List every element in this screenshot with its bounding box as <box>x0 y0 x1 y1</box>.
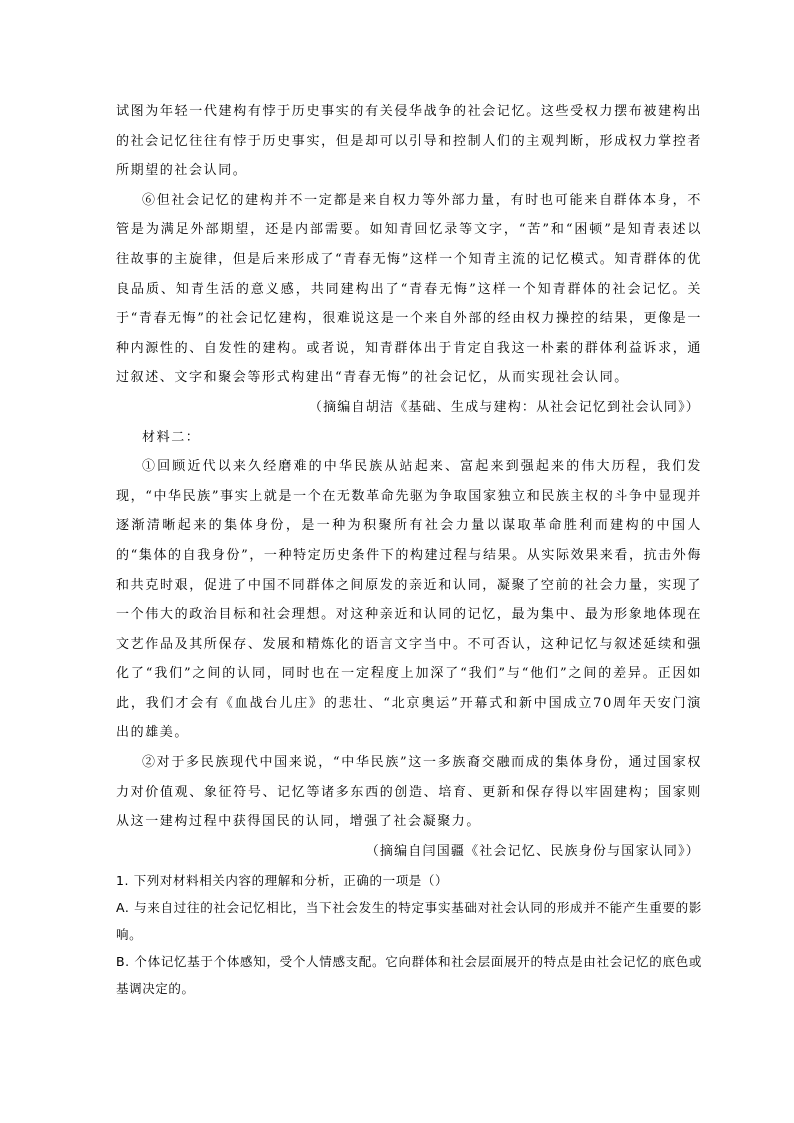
material2-citation: （摘编自闫国疆《社会记忆、民族身份与国家认同》） <box>365 843 700 859</box>
material2-paragraph-2: ②对于多民族现代中国来说，“中华民族”这一多族裔交融而成的集体身份，通过国家权力对价值观、象征符号、记忆等诸多东西的创造、培育、更新和保存得以牢固建构；国家则从这一建构过程中获得国民的认同，增强了社会凝聚力。 <box>116 755 702 830</box>
question-1 <box>116 867 702 1002</box>
material1-paragraph-6: ⑥但社会记忆的建构并不一定都是来自权力等外部力量，有时也可能来自群体本身，不管是为满足外部期望，还是内部需要。如知青回忆录等文字，“苦”和“困顿”是知青表述以往故事的主旋律，但是后来形成了“青春无悔”这样一个知青主流的记忆模式。知青群体的优良品质、知青生活的意义感，共同建构出了“青春无悔”这样一个知青群体的社会记忆。关于“青春无悔”的社会记忆建构，很难说这是一个来自外部的经由权力操控的结果，更像是一种内源性的、自发性的建构。或者说，知青群体出于肯定自我这一朴素的群体利益诉求，通过叙述、文字和聚会等形式构建出“青春无悔”的社会记忆，从而实现社会认同。 <box>116 192 702 386</box>
material2-paragraph-1: ①回顾近代以来久经磨难的中华民族从站起来、富起来到强起来的伟大历程，我们发现，“中华民族”事实上就是一个在无数革命先驱为争取国家独立和民族主权的斗争中显现并逐渐清晰起来的集体身份，是一种为积聚所有社会力量以谋取革命胜利而建构的中国人的“集体的自我身份”，一种特定历史条件下的构建过程与结果。从实际效果来看，抗击外侮和共克时艰，促进了中国不同群体之间原发的亲近和认同，凝聚了空前的社会力量，实现了一个伟大的政治目标和社会理想。对这种亲近和认同的记忆，最为集中、最为形象地体现在文艺作品及其所保存、发展和精炼化的语言文字当中。不可否认，这种记忆与叙述延续和强化了“我们”之间的认同，同时也在一定程度上加深了“我们”与“他们”之间的差异。正因如此，我们才会有《血战台儿庄》的悲壮、“北京奥运”开幕式和新中国成立70周年天安门演出的雄美。 <box>116 459 702 741</box>
material1-continuation: 试图为年轻一代建构有悖于历史事实的有关侵华战争的社会记忆。这些受权力摆布被建构出的社会记忆往往有悖于历史事实，但是却可以引导和控制人们的主观判断，形成权力掌控者所期望的社会认同。 <box>116 104 702 179</box>
question-1-option-a: A. 与来自过往的社会记忆相比，当下社会发生的特定事实基础对社会认同的形成并不能产生重要的影响。 <box>116 900 702 943</box>
material2-label: 材料二： <box>142 429 201 445</box>
question-1-option-b: B. 个体记忆基于个体感知，受个人情感支配。它向群体和社会层面展开的特点是由社会记忆的底色或基调决定的。 <box>116 954 702 997</box>
question-1-stem: 1. 下列对材料相关内容的理解和分析，正确的一项是（） <box>116 873 449 889</box>
document-body <box>116 97 702 1002</box>
material1-citation: （摘编自胡洁《基础、生成与建构：从社会记忆到社会认同》） <box>308 399 700 415</box>
